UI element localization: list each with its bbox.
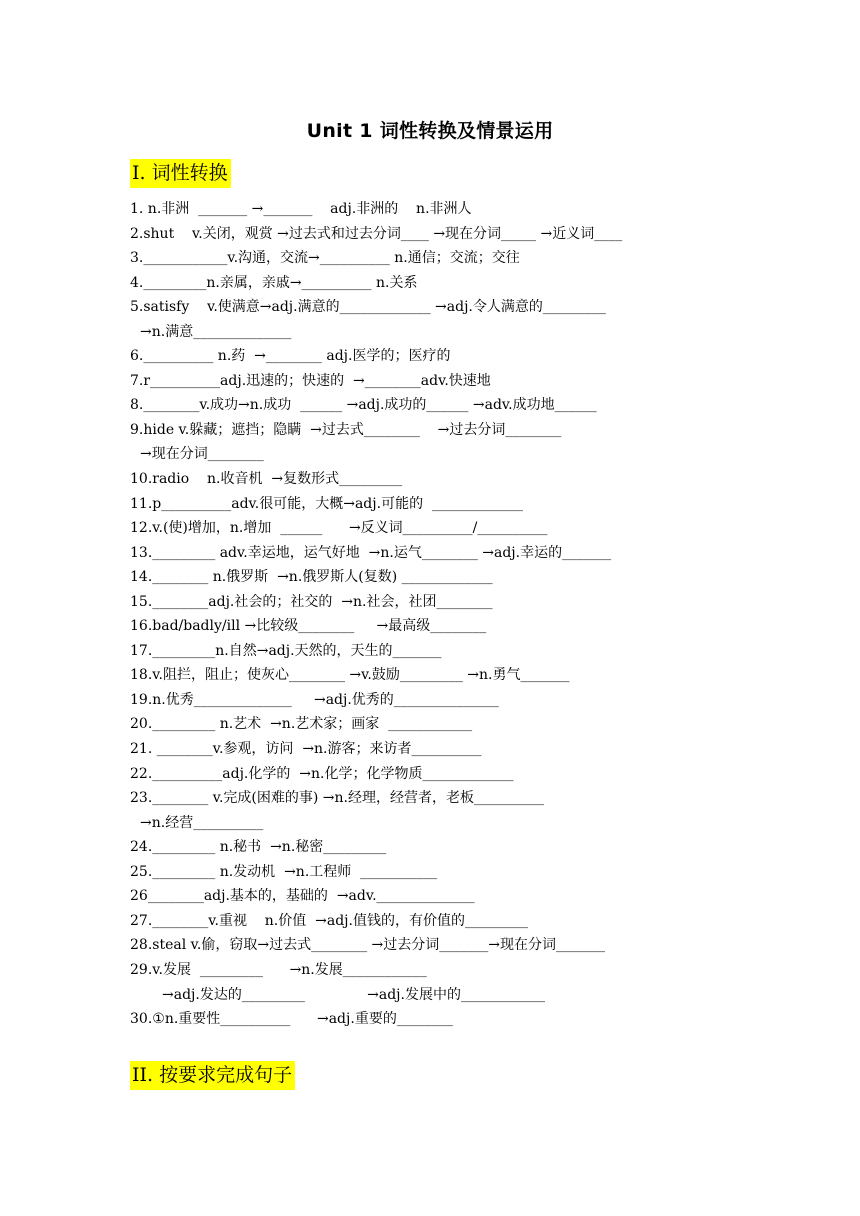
exercise-line: 9.hide v.躲藏；遮挡；隐瞒 →过去式________ →过去分词________ <box>130 421 562 438</box>
exercise-line: 20._________ n.艺术 →n.艺术家；画家 ____________ <box>130 716 473 733</box>
exercise-line: 13._________ adv.幸运地，运气好地 →n.运气________ →adj.幸运的_______ <box>130 544 612 561</box>
exercise-line: 8.________v.成功→n.成功 ______ →adj.成功的______ →adv.成功地______ <box>130 397 597 414</box>
exercise-line: 11.p__________adv.很可能，大概→adj.可能的 _____________ <box>130 495 523 512</box>
exercise-line: 3.____________v.沟通，交流→__________ n.通信；交流；交往 <box>130 250 520 267</box>
exercise-line: 21. ________v.参观，访问 →n.游客；来访者__________ <box>130 741 482 758</box>
exercise-line: 29.v.发展 _________ →n.发展____________ <box>130 961 427 978</box>
exercise-line: →adj.发达的_________ →adj.发展中的____________ <box>162 986 545 1003</box>
exercise-line: 7.r__________adj.迅速的；快速的 →________adv.快速地 <box>130 372 491 389</box>
exercise-line: 17._________n.自然→adj.天然的，天生的_______ <box>130 642 442 659</box>
exercise-list <box>130 197 750 1032</box>
exercise-line: 25._________ n.发动机 →n.工程师 ___________ <box>130 863 438 880</box>
exercise-line: 4._________n.亲属，亲戚→__________ n.关系 <box>130 274 418 291</box>
exercise-line: 6.__________ n.药 →________ adj.医学的；医疗的 <box>130 348 451 365</box>
exercise-line: 18.v.阻拦，阻止；使灰心________ →v.鼓励_________ →n.勇气_______ <box>130 667 570 684</box>
exercise-line: 22.__________adj.化学的 →n.化学；化学物质_____________ <box>130 765 514 782</box>
exercise-line: 24._________ n.秘书 →n.秘密_________ <box>130 839 387 856</box>
exercise-line: 28.steal v.偷，窃取→过去式________ →过去分词_______→现在分词_______ <box>130 937 605 954</box>
exercise-line: 5.satisfy v.使满意→adj.满意的_____________ →adj.令人满意的_________ <box>130 299 606 316</box>
exercise-line: 14.________ n.俄罗斯 →n.俄罗斯人(复数) _____________ <box>130 569 493 586</box>
exercise-line: 27.________v.重视 n.价值 →adj.值钱的，有价值的_________ <box>130 912 528 929</box>
exercise-line: →n.经营__________ <box>140 814 264 831</box>
exercise-line: 19.n.优秀______________ →adj.优秀的_______________ <box>130 691 499 708</box>
page-title: Unit 1 词性转换及情景运用 <box>306 120 554 142</box>
section-heading-word-conversion: I. 词性转换 <box>130 159 231 188</box>
exercise-line: 16.bad/badly/ill →比较级________ →最高级________ <box>130 618 487 635</box>
exercise-line: 23.________ v.完成(困难的事) →n.经理，经营者，老板__________ <box>130 790 544 807</box>
section-heading-complete-sentences: II. 按要求完成句子 <box>130 1061 295 1090</box>
exercise-line: 15.________adj.社会的；社交的 →n.社会，社团________ <box>130 593 493 610</box>
exercise-line: 12.v.(使)增加，n.增加 ______ →反义词__________/__________ <box>130 520 548 537</box>
exercise-line: →现在分词________ <box>140 446 264 463</box>
exercise-line: 30.①n.重要性__________ →adj.重要的________ <box>130 1011 453 1028</box>
exercise-line: 10.radio n.收音机 →复数形式_________ <box>130 471 403 488</box>
exercise-line: →n.满意______________ <box>140 323 292 340</box>
exercise-line: 26________adj.基本的，基础的 →adv.______________ <box>130 888 475 905</box>
exercise-line: 2.shut v.关闭，观赏 →过去式和过去分词____ →现在分词_____ →近义词____ <box>130 225 623 242</box>
exercise-line: 1. n.非洲 _______ →_______ adj.非洲的 n.非洲人 <box>130 201 472 217</box>
